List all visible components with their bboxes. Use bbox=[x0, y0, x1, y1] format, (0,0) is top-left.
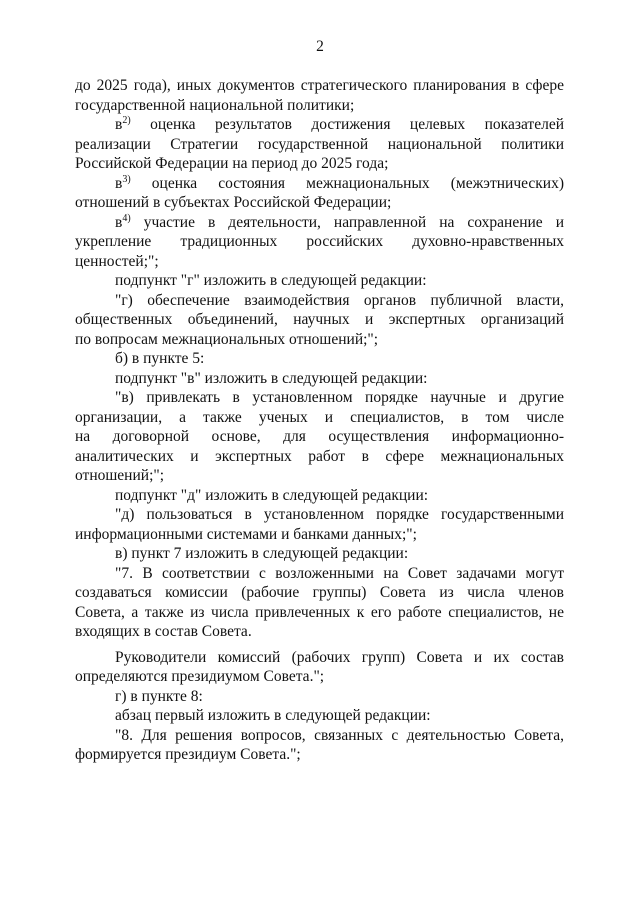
text-line: государственной национальной политики; bbox=[75, 96, 355, 114]
text-line bbox=[75, 174, 564, 194]
item-letter: в bbox=[115, 174, 123, 192]
item-letter: в bbox=[115, 213, 123, 231]
text-line: "в) привлекать в установленном порядке научные и другие bbox=[115, 389, 564, 406]
text-line: общественных объединений, научных и экспертных организаций bbox=[75, 311, 564, 328]
text-line: по вопросам межнациональных отношений;"; bbox=[75, 330, 379, 348]
text-line: "8. Для решения вопросов, связанных с деятельностью Совета, bbox=[115, 726, 564, 744]
item-text: оценка результатов достижения целевых показателей bbox=[130, 116, 564, 133]
text-line: б) в пункте 5: bbox=[115, 350, 205, 367]
item-text: участие в деятельности, направленной на сохранение и bbox=[130, 213, 564, 231]
text-line bbox=[75, 115, 564, 135]
text-line: "г) обеспечение взаимодействия органов публичной власти, bbox=[115, 291, 564, 309]
text-line: аналитических и экспертных работ в сфере межнациональных bbox=[75, 447, 564, 465]
text-line: абзац первый изложить в следующей редакции: bbox=[115, 707, 431, 724]
text-line: до 2025 года), иных документов стратегического планирования в сфере bbox=[75, 77, 564, 94]
text-line: ценностей;"; bbox=[75, 252, 159, 270]
item-superscript: 2) bbox=[122, 114, 131, 126]
text-line: отношений;"; bbox=[75, 467, 165, 484]
text-line: "7. В соответствии с возложенными на Совет задачами могут bbox=[115, 564, 564, 582]
text-line: подпункт "в" изложить в следующей редакции: bbox=[115, 369, 428, 387]
text-line bbox=[75, 213, 564, 233]
text-line: Совета, а также из числа привлеченных к его работе специалистов, не bbox=[75, 603, 564, 621]
text-line: Российской Федерации на период до 2025 года; bbox=[75, 155, 389, 172]
text-line: подпункт "д" изложить в следующей редакции: bbox=[115, 486, 429, 504]
text-line: информационными системами и банками данных;"; bbox=[75, 525, 417, 543]
item-superscript: 3) bbox=[122, 173, 131, 185]
text-line: укрепление традиционных российских духовно-нравственных bbox=[75, 233, 564, 250]
text-line: на договорной основе, для осуществления информационно- bbox=[75, 428, 564, 445]
document-body bbox=[75, 76, 564, 765]
text-line: Руководители комиссий (рабочих групп) Совета и их состав bbox=[115, 648, 564, 666]
item-letter: в bbox=[115, 116, 123, 133]
text-line: организации, а также ученых и специалистов, в том числе bbox=[75, 408, 564, 426]
item-text: оценка состояния межнациональных (межэтнических) bbox=[130, 174, 564, 192]
text-line: г) в пункте 8: bbox=[115, 687, 203, 705]
text-line: "д) пользоваться в установленном порядке государственными bbox=[115, 506, 564, 523]
page-number: 2 bbox=[316, 38, 324, 55]
item-superscript: 4) bbox=[122, 212, 131, 224]
text-line: подпункт "г" изложить в следующей редакции: bbox=[115, 272, 427, 289]
text-line: создаваться комиссии (рабочие группы) Совета из числа членов bbox=[75, 584, 564, 601]
text-line: формируется президиум Совета."; bbox=[75, 746, 301, 763]
text-line: входящих в состав Совета. bbox=[75, 623, 252, 640]
text-line: определяются президиумом Совета."; bbox=[75, 668, 325, 685]
text-line: отношений в субъектах Российской Федерации; bbox=[75, 194, 392, 211]
text-line: в) пункт 7 изложить в следующей редакции: bbox=[115, 545, 409, 562]
text-line: реализации Стратегии государственной национальной политики bbox=[75, 135, 564, 153]
